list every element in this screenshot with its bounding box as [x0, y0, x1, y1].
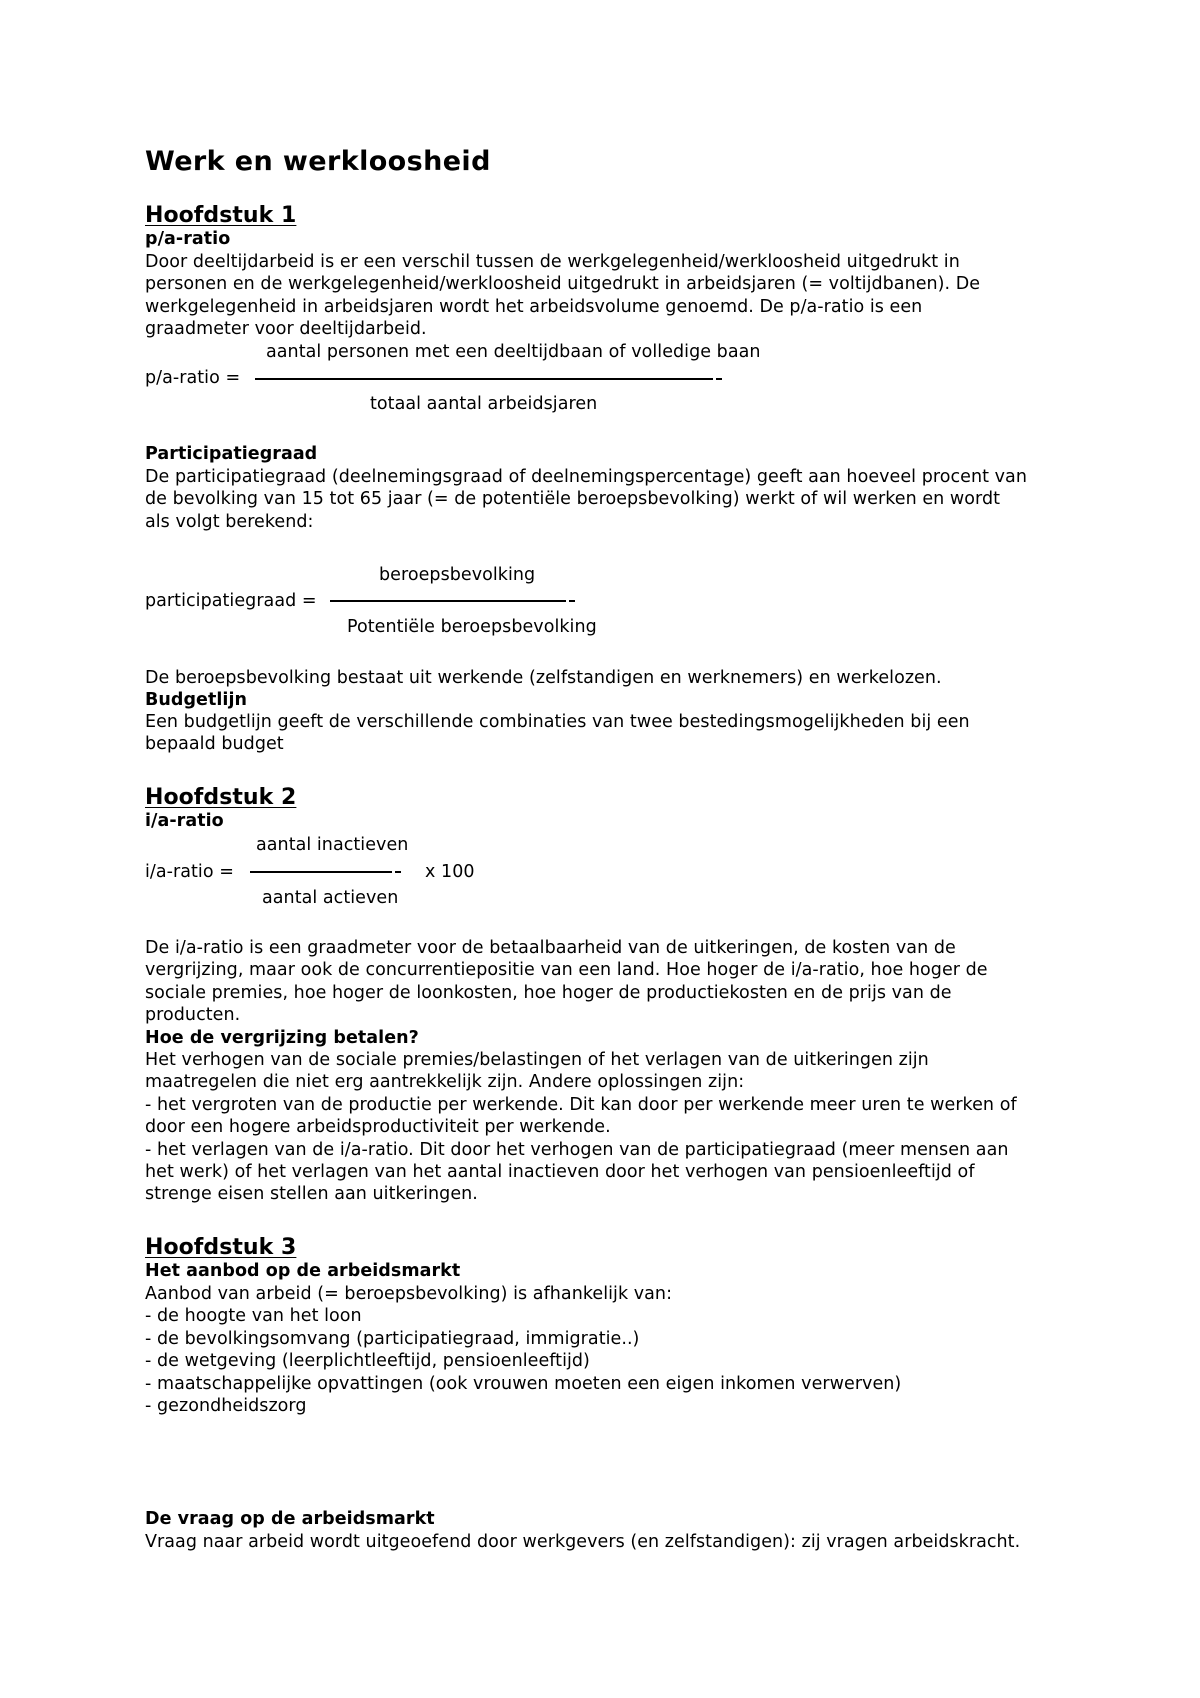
- participatiegraad-paragraph: De participatiegraad (deelnemingsgraad of deelnemingspercentage) geeft aan hoeveel procent van de bevolking van 15 tot 65 jaar (= de potentiële beroepsbevolking) werkt of wil werken en wordt als volgt berekend:: [145, 467, 1027, 532]
- pa-ratio-paragraph: Door deeltijdarbeid is er een verschil tussen de werkgelegenheid/werkloosheid uitgedrukt in personen en de werkgelegenheid/werkloosheid uitgedrukt in arbeidsjaren (= voltijdbanen). De werkgelegenheid in arbeidsjaren wordt het arbeidsvolume genoemd. De p/a-ratio is een graadmeter voor deeltijdarbeid.: [145, 252, 981, 340]
- part-formula-fraction-bar: [330, 600, 566, 602]
- chapter-2-heading: Hoofdstuk 2: [145, 785, 297, 810]
- part-formula-label: participatiegraad =: [145, 591, 317, 611]
- vraag-heading: De vraag op de arbeidsmarkt: [145, 1509, 435, 1529]
- ia-ratio-paragraph: De i/a-ratio is een graadmeter voor de betaalbaarheid van de uitkeringen, de kosten van de vergrijzing, maar ook de concurrentiepositie van een land. Hoe hoger de i/a-ratio, hoe hoger de sociale premies, hoe hoger de loonkosten, hoe hoger de productiekosten en de prijs van de producten.: [145, 938, 988, 1026]
- ia-ratio-heading: i/a-ratio: [145, 811, 224, 831]
- part-formula-denominator: Potentiële beroepsbevolking: [347, 617, 597, 637]
- ia-formula-numerator: aantal inactieven: [256, 835, 409, 855]
- ia-formula-bar-end: [395, 871, 401, 873]
- part-formula-bar-end: [569, 600, 575, 602]
- aanbod-paragraph: Aanbod van arbeid (= beroepsbevolking) is afhankelijk van: - de hoogte van het loon - de bevolkingsomvang (participatiegraad, immigratie..) - de wetgeving (leerplichtleeftijd, pensioenleeftijd) - maatschappelijke opvattingen (ook vrouwen moeten een eigen inkomen verwerven) - gezondheidszorg: [145, 1284, 902, 1417]
- budgetlijn-heading: Budgetlijn: [145, 690, 248, 710]
- beroepsbevolking-paragraph: De beroepsbevolking bestaat uit werkende (zelfstandigen en werknemers) en werkelozen.: [145, 668, 942, 688]
- pa-formula-numerator: aantal personen met een deeltijdbaan of volledige baan: [266, 342, 761, 362]
- vraag-paragraph: Vraag naar arbeid wordt uitgeoefend door werkgevers (en zelfstandigen): zij vragen arbeidskracht.: [145, 1532, 1021, 1552]
- pa-formula-denominator: totaal aantal arbeidsjaren: [370, 394, 598, 414]
- ia-formula-fraction-bar: [250, 871, 392, 873]
- pa-formula-fraction-bar: [255, 378, 713, 380]
- participatiegraad-heading: Participatiegraad: [145, 444, 318, 464]
- pa-ratio-heading: p/a-ratio: [145, 229, 231, 249]
- ia-formula-label: i/a-ratio =: [145, 862, 234, 882]
- vergrijzing-heading: Hoe de vergrijzing betalen?: [145, 1028, 419, 1048]
- ia-formula-multiplier: x 100: [425, 862, 475, 882]
- ia-formula-denominator: aantal actieven: [262, 888, 399, 908]
- chapter-3-heading: Hoofdstuk 3: [145, 1235, 297, 1260]
- document-title: Werk en werkloosheid: [145, 146, 491, 177]
- part-formula-numerator: beroepsbevolking: [379, 565, 536, 585]
- budgetlijn-paragraph: Een budgetlijn geeft de verschillende combinaties van twee bestedingsmogelijkheden bij een bepaald budget: [145, 712, 970, 755]
- aanbod-heading: Het aanbod op de arbeidsmarkt: [145, 1261, 461, 1281]
- vergrijzing-paragraph: Het verhogen van de sociale premies/belastingen of het verlagen van de uitkeringen zijn maatregelen die niet erg aantrekkelijk zijn. Andere oplossingen zijn: - het vergroten van de productie per werkende. Dit kan door per werkende meer uren te werken of door een hogere arbeidsproductiviteit per werkende. - het verlagen van de i/a-ratio. Dit door het verhogen van de participatiegraad (meer mensen aan het werk) of het verlagen van het aantal inactieven door het verhogen van pensioenleeftijd of strenge eisen stellen aan uitkeringen.: [145, 1050, 1017, 1205]
- pa-formula-bar-end: [716, 378, 722, 380]
- pa-formula-label: p/a-ratio =: [145, 368, 241, 388]
- chapter-1-heading: Hoofdstuk 1: [145, 203, 297, 228]
